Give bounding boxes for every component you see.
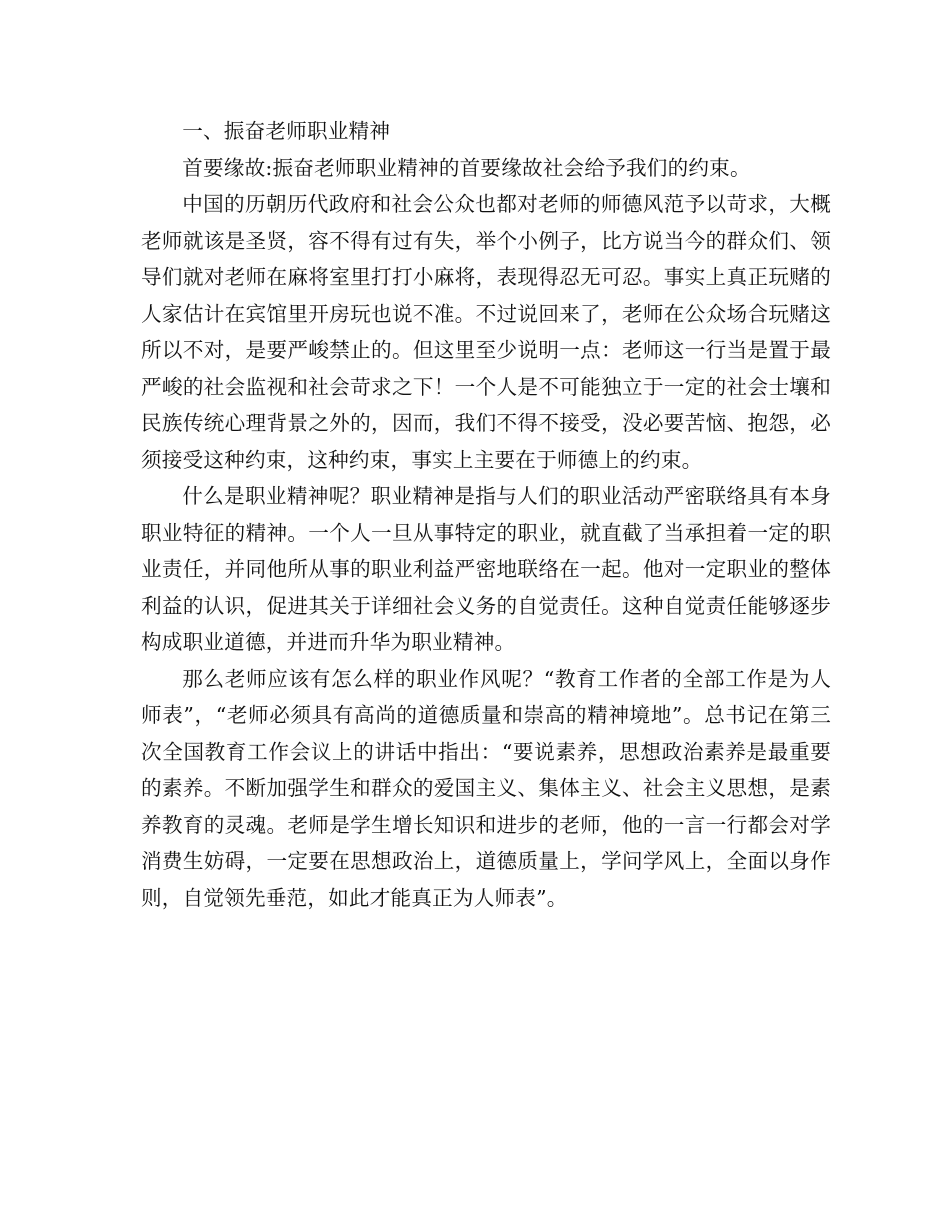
- document-body: [141, 113, 831, 916]
- paragraph-social-constraint: 中国的历朝历代政府和社会公众也都对老师的师德风范予以苛求，大概老师就该是圣贤，容不得有过有失，举个小例子，比方说当今的群众们、领导们就对老师在麻将室里打打小麻将，表现得忍无可忍。事实上真正玩赌的人家估计在宾馆里开房玩也说不准。不过说回来了，老师在公众场合玩赌这所以不对，是要严峻禁止的。但这里至少说明一点：老师这一行当是置于最严峻的社会监视和社会苛求之下！一个人是不可能独立于一定的社会士壤和民族传统心理背景之外的，因而，我们不得不接受，没必要苦恼、抱怨，必须接受这种约束，这种约束，事实上主要在于师德上的约束。: [141, 192, 831, 472]
- paragraph-professional-spirit: 什么是职业精神呢？职业精神是指与人们的职业活动严密联络具有本身职业特征的精神。一个人一旦从事特定的职业，就直截了当承担着一定的职业责任，并同他所从事的职业利益严密地联络在一起。他对一定职业的整体利益的认识，促进其关于详细社会义务的自觉责任。这种自觉责任能够逐步构成职业道德，并进而升华为职业精神。: [141, 484, 831, 654]
- section-heading: 一、振奋老师职业精神: [182, 119, 391, 143]
- paragraph-main-reason: 首要缘故:振奋老师职业精神的首要缘故社会给予我们的约束。: [182, 155, 751, 180]
- paragraph-teacher-conduct: 那么老师应该有怎么样的职业作风呢？“教育工作者的全部工作是为人师表”，“老师必须具有高尚的道德质量和崇高的精神境地”。总书记在第三次全国教育工作会议上的讲话中指出：“要说素养，思想政治素养是最重要的素养。不断加强学生和群众的爱国主义、集体主义、社会主义思想，是素养教育的灵魂。老师是学生增长知识和进步的老师，他的一言一行都会对学消费生妨碍，一定要在思想政治上，道德质量上，学问学风上，全面以身作则，自觉领先垂范，如此才能真正为人师表”。: [141, 666, 831, 910]
